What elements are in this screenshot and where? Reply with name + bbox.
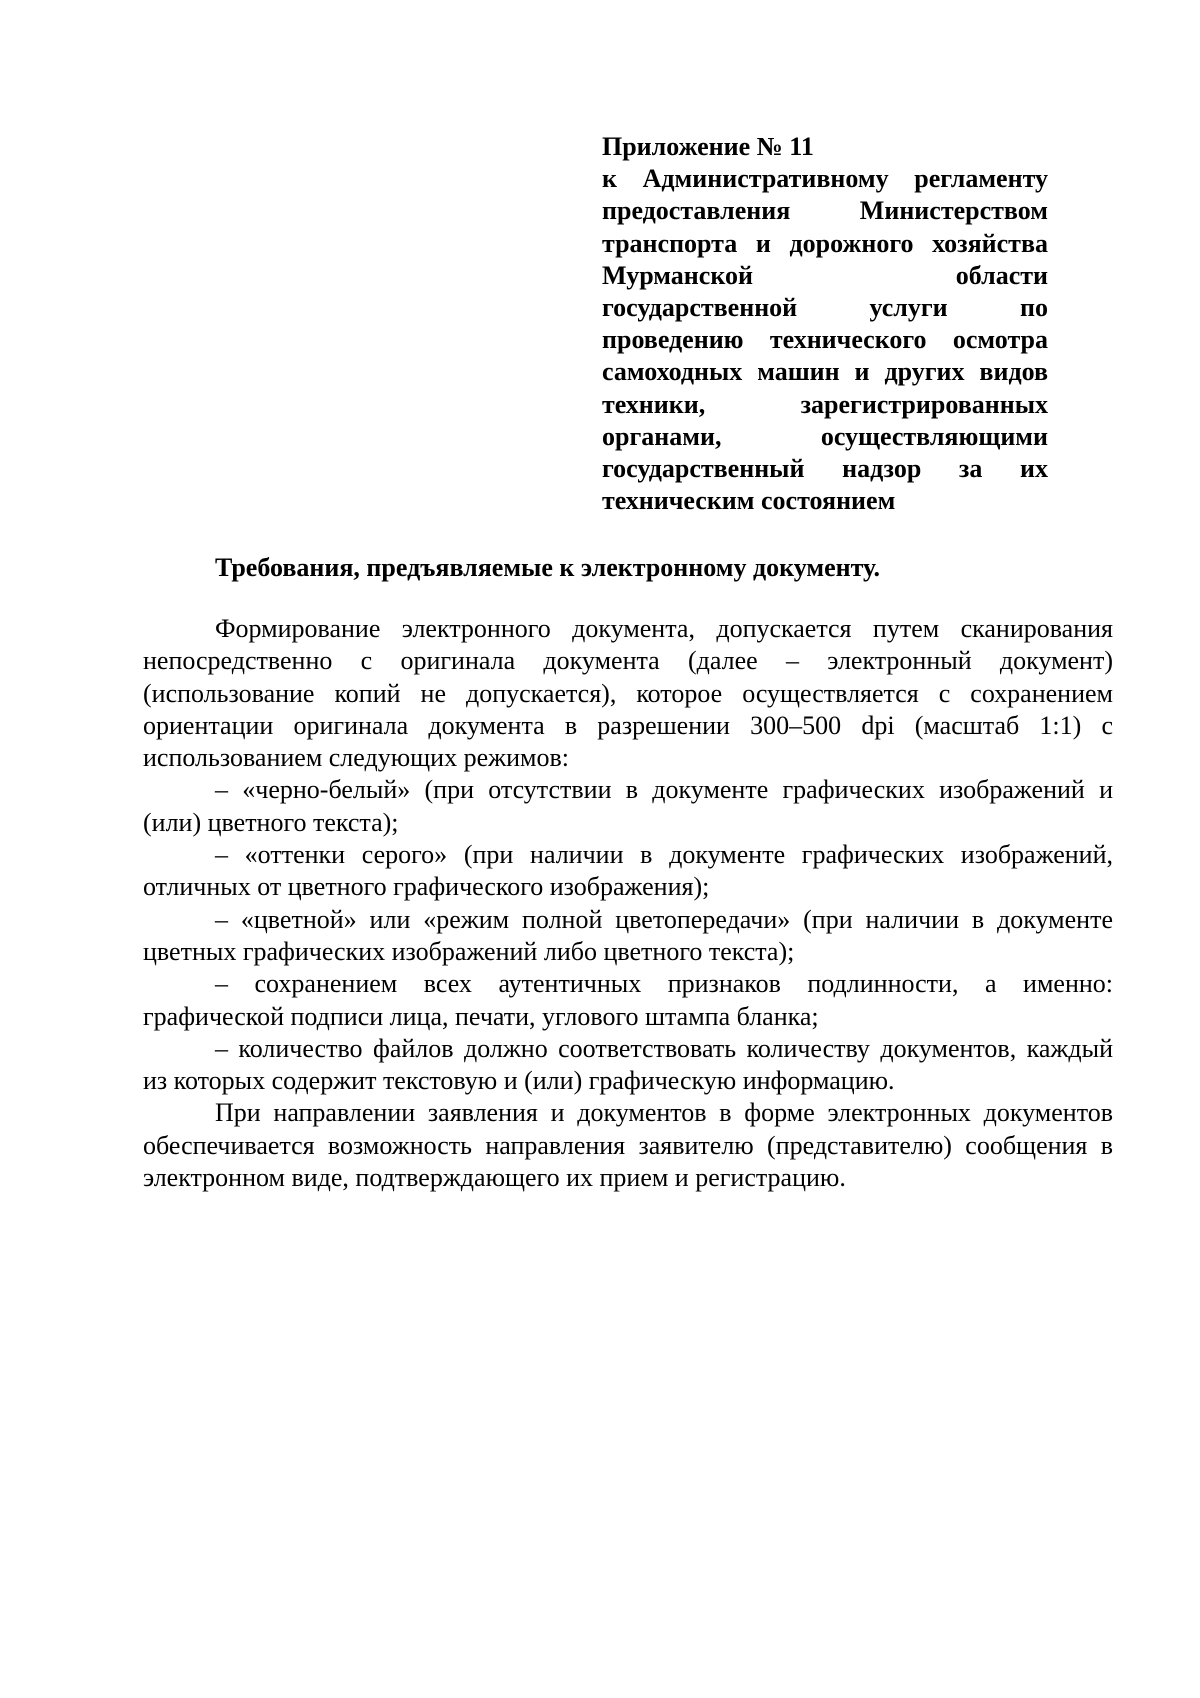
document-body (143, 613, 1113, 1194)
list-item-grayscale: – «оттенки серого» (при наличии в документе графических изображений, отличных от цветного графического изображения); (143, 840, 1113, 902)
appendix-text: к Административному регламенту предоставления Министерством транспорта и дорожного хозяйства Мурманской области государственной услуги по проведению технического осмотра самоходных машин и других видов техники, зарегистрированных органами, осуществляющими государственный надзор за их техническим состоянием (602, 164, 1048, 516)
paragraph-intro: Формирование электронного документа, допускается путем сканирования непосредственно с оригинала документа (далее – электронный документ) (использование копий не допускается), которое осуществляется с сохранением ориентации оригинала документа в разрешении 300–500 dpi (масштаб 1:1) с использованием следующих режимов: (143, 614, 1113, 773)
list-item-file-count: – количество файлов должно соответствовать количеству документов, каждый из которых содержит текстовую и (или) графическую информацию. (143, 1033, 1113, 1096)
list-item-authenticity: – сохранением всех аутентичных признаков подлинности, а именно: графической подписи лица, печати, углового штампа бланка; (143, 969, 1113, 1031)
paragraph-confirmation: При направлении заявления и документов в форме электронных документов обеспечивается возможность направления заявителю (представителю) сообщения в электронном виде, подтверждающего их прием и регистрацию. (143, 1098, 1113, 1193)
list-item-black-white: – «черно-белый» (при отсутствии в документе графических изображений и (или) цветного текста); (143, 775, 1113, 837)
appendix-title: Приложение № 11 (602, 132, 814, 161)
list-item-color: – «цветной» или «режим полной цветопередачи» (при наличии в документе цветных графических изображений либо цветного текста); (143, 904, 1113, 966)
appendix-header (602, 131, 1048, 517)
section-heading: Требования, предъявляемые к электронному документу. (215, 553, 880, 582)
